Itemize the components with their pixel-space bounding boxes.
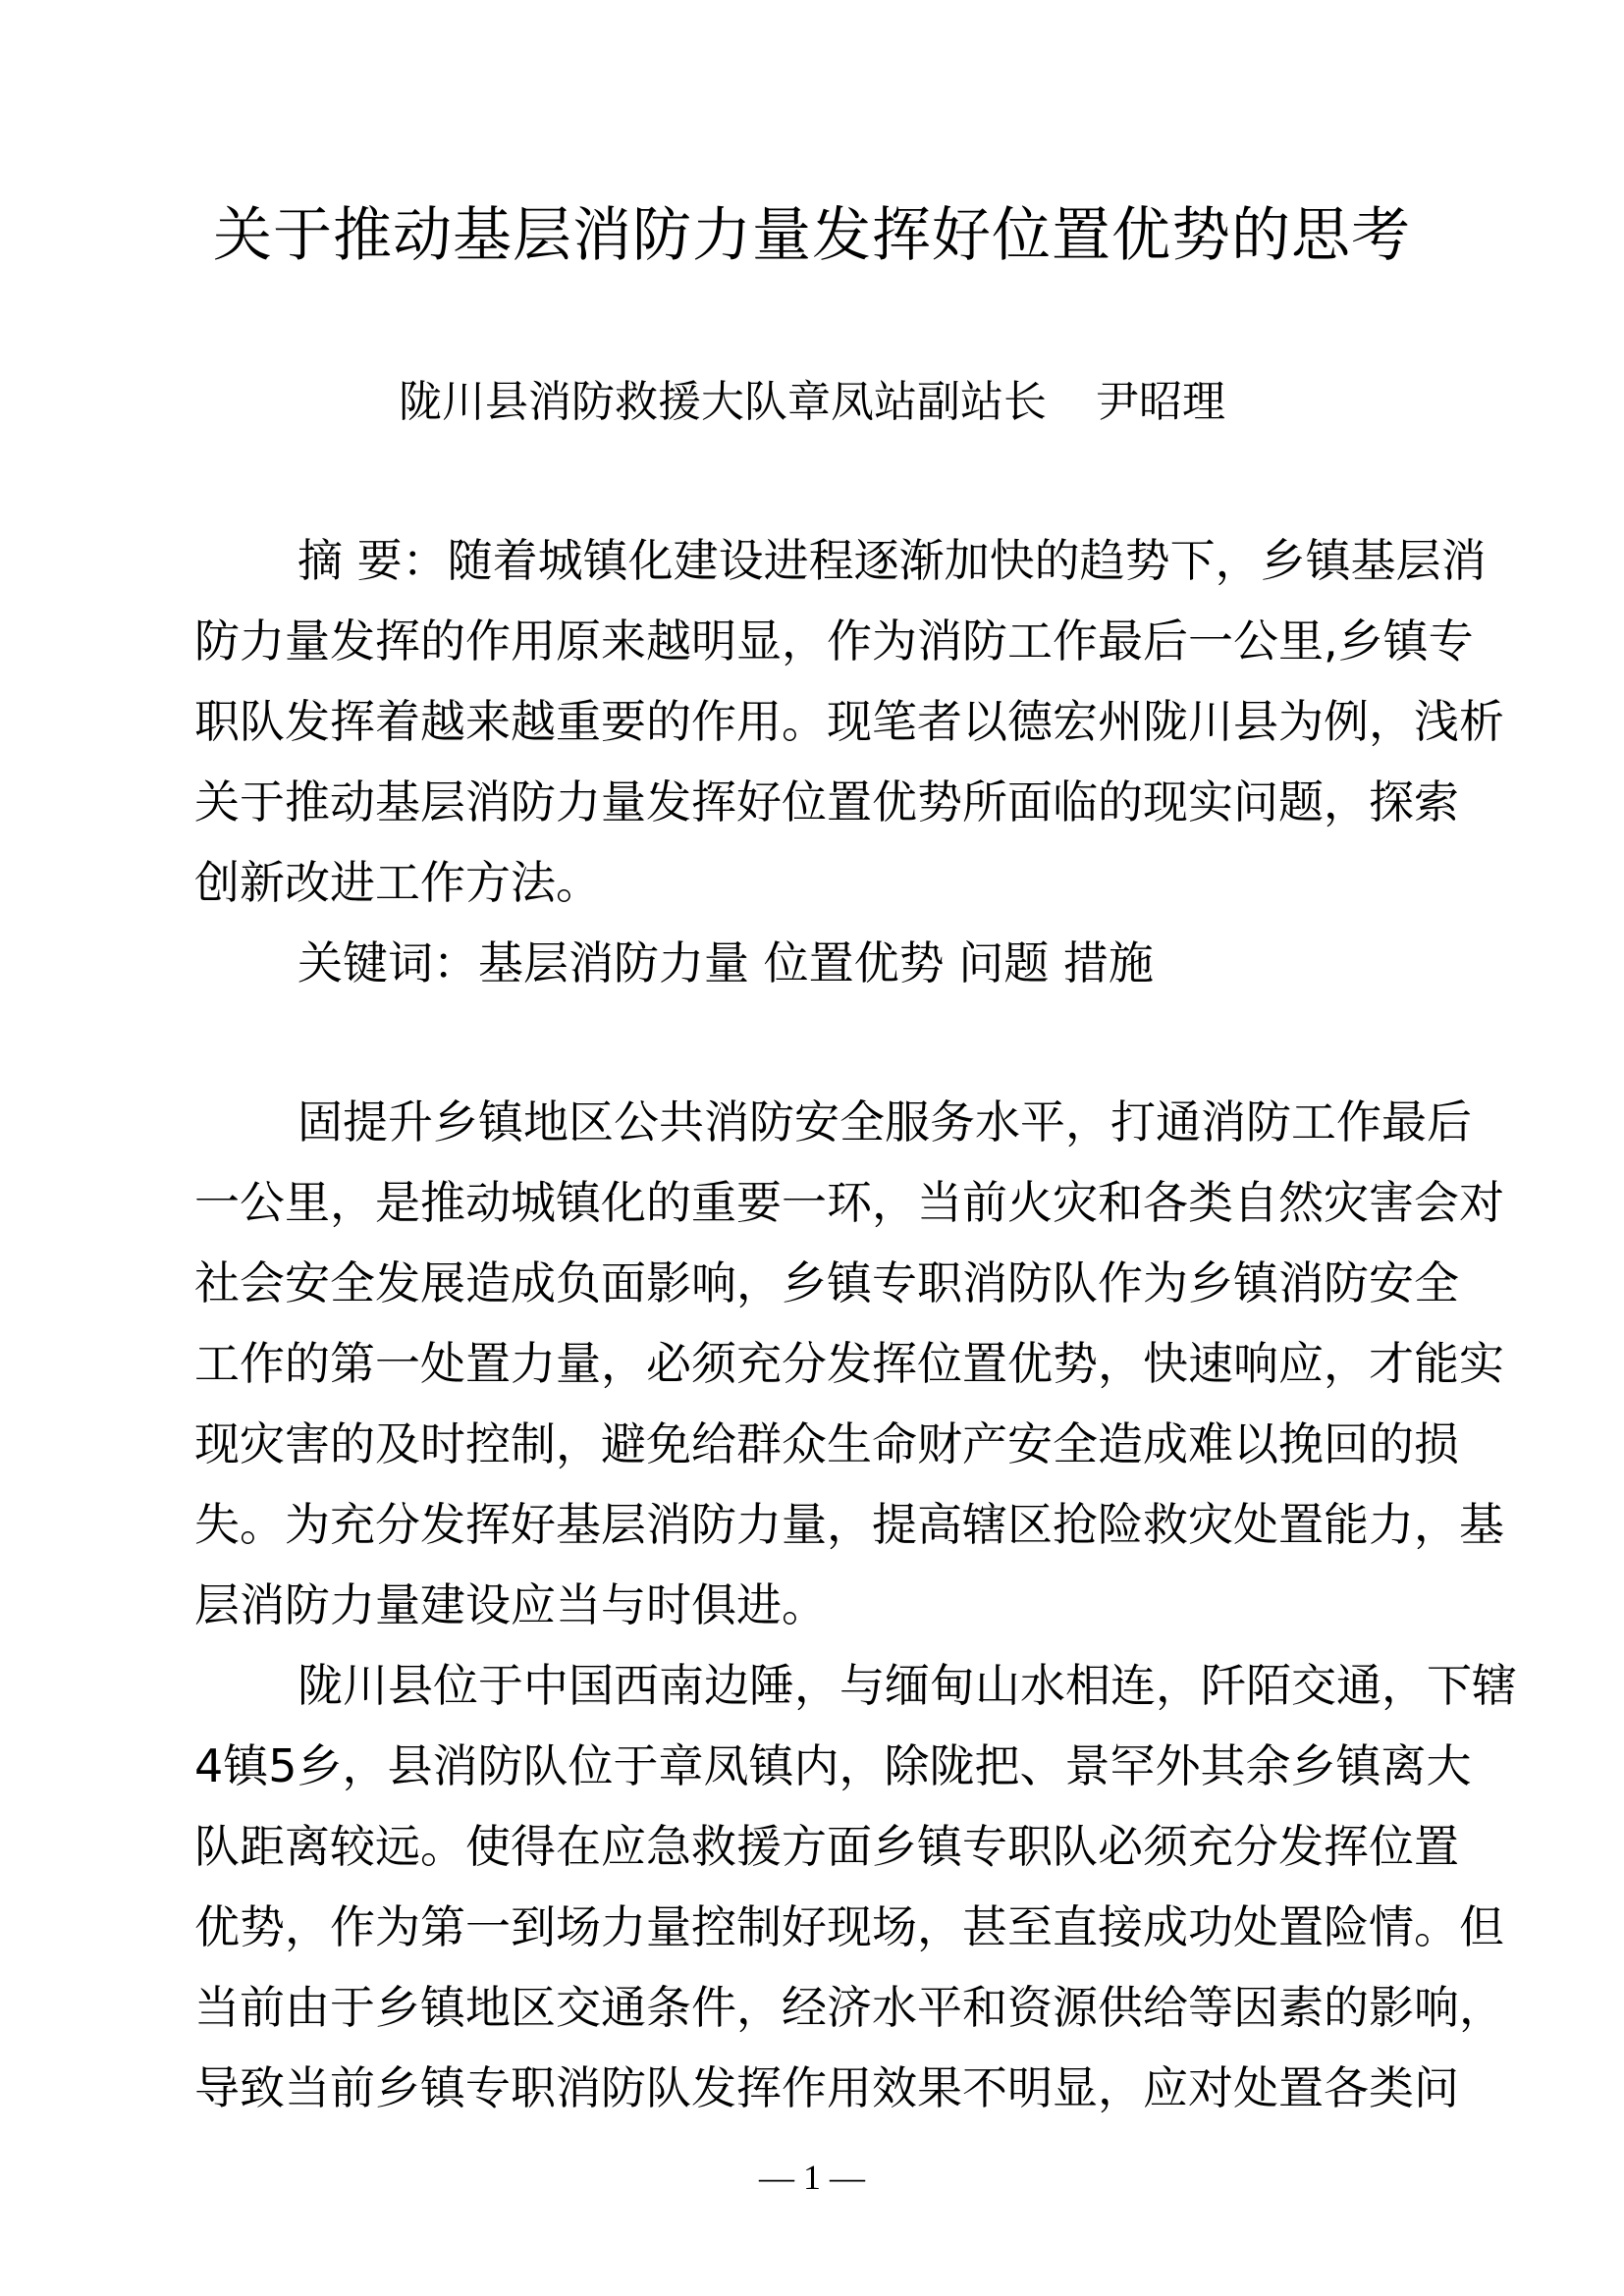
paragraph-line: 现灾害的及时控制，避免给群众生命财产安全造成难以挽回的损 xyxy=(194,1417,1459,1470)
paragraph-line: 4镇5乡，县消防队位于章凤镇内，除陇把、景罕外其余乡镇离大 xyxy=(194,1739,1472,1792)
body-text xyxy=(194,1082,1517,2128)
page-number: — 1 — xyxy=(759,2158,865,2197)
abstract-line: 关于推动基层消防力量发挥好位置优势所面临的现实问题，探索 xyxy=(194,775,1459,828)
paragraph-line: 社会安全发展造成负面影响，乡镇专职消防队作为乡镇消防安全 xyxy=(194,1256,1459,1309)
paragraph-line: 当前由于乡镇地区交通条件，经济水平和资源供给等因素的影响， xyxy=(194,1981,1504,2034)
author-name: 尹昭理 xyxy=(1096,377,1225,427)
abstract-line: 防力量发挥的作用原来越明显，作为消防工作最后一公里,乡镇专 xyxy=(194,614,1474,667)
document-title: 关于推动基层消防力量发挥好位置优势的思考 xyxy=(213,201,1411,270)
byline xyxy=(0,373,1624,432)
paragraph-line: 优势，作为第一到场力量控制好现场，甚至直接成功处置险情。但 xyxy=(194,1900,1504,1953)
paragraph-line: 工作的第一处置力量，必须充分发挥位置优势，快速响应，才能实 xyxy=(194,1337,1504,1390)
paragraph-line: 队距离较远。使得在应急救援方面乡镇专职队必须充分发挥位置 xyxy=(194,1820,1459,1873)
abstract-line: 创新改进工作方法。 xyxy=(194,856,601,909)
paragraph-line: 固提升乡镇地区公共消防安全服务水平，打通消防工作最后 xyxy=(298,1095,1472,1148)
abstract-section xyxy=(194,520,1504,1003)
paragraph-line: 陇川县位于中国西南边陲，与缅甸山水相连，阡陌交通，下辖 xyxy=(298,1659,1517,1712)
paragraph-line: 失。为充分发挥好基层消防力量，提高辖区抢险救灾处置能力，基 xyxy=(194,1498,1504,1551)
author-affiliation: 陇川县消防救援大队章凤站副站长 xyxy=(399,377,1047,427)
abstract-line: 摘 要：随着城镇化建设进程逐渐加快的趋势下，乡镇基层消 xyxy=(298,534,1487,587)
abstract-line: 职队发挥着越来越重要的作用。现笔者以德宏州陇川县为例，浅析 xyxy=(194,695,1504,748)
paragraph-line: 一公里，是推动城镇化的重要一环，当前火灾和各类自然灾害会对 xyxy=(194,1176,1504,1229)
paragraph-line: 层消防力量建设应当与时俱进。 xyxy=(194,1578,827,1631)
paragraph-line: 导致当前乡镇专职消防队发挥作用效果不明显，应对处置各类问 xyxy=(194,2061,1459,2114)
keywords: 关键词：基层消防力量 位置优势 问题 措施 xyxy=(298,936,1154,989)
